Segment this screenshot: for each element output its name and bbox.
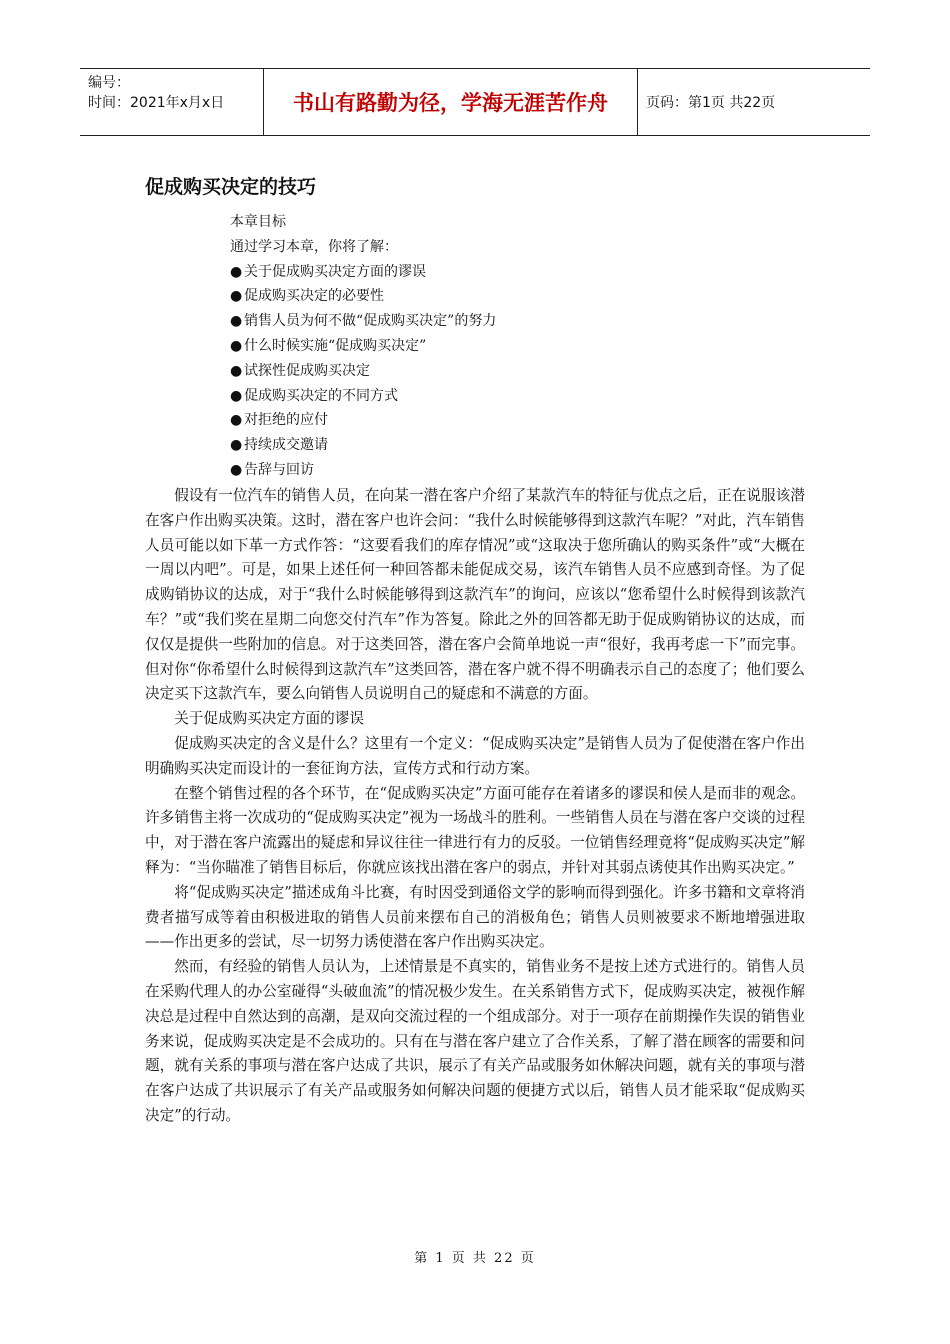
body-paragraph: 假设有一位汽车的销售人员，在向某一潜在客户介绍了某款汽车的特征与优点之后，正在说服该潜在客户作出购买决策。这时，潜在客户也许会问：“我什么时候能够得到这款汽车呢？”对此，汽车销售人员可能以如下革一方式作答：“这要看我们的库存情况”或“这取决于您所确认的购买条件”或“大概在一周以内吧”。可是，如果上述任何一种回答都未能促成交易，该汽车销售人员不应感到奇怪。为了促成购销协议的达成，对于“我什么时候能够得到这款汽车”的询问，应该以“您希望什么时候得到该款汽车？”或“我们奖在星期二向您交付汽车”作为答复。除此之外的回答都无助于促成购销协议的达成，而仅仅是提供一些附加的信息。对于这类回答，潜在客户会简单地说一声“很好，我再考虑一下”而完事。但对你“你希望什么时候得到这款汽车”这类回答，潜在客户就不得不明确表示自己的态度了；他们要么决定买下这款汽车，要么向销售人员说明自己的疑虑和不满意的方面。 [145,487,805,703]
bullet-icon: ● [230,461,243,478]
body-paragraph: 将“促成购买决定”描述成角斗比赛，有时因受到通俗文学的影响而得到强化。许多书籍和文章将消费者描写成等着由积极进取的销售人员前来摆布自己的消极角色；销售人员则被要求不断地增强进取——作出更多的尝试，尽一切努力诱使潜在客户作出购买决定。 [145,883,805,951]
objective-item: ● 什么时候实施“促成购买决定” [230,334,790,359]
bullet-icon: ● [230,387,243,404]
document-title: 促成购买决定的技巧 [145,176,317,198]
objective-item: ● 持续成交邀请 [230,433,790,458]
body-paragraph: 在整个销售过程的各个环节，在“促成购买决定”方面可能存在着诸多的谬误和侯人是而非的观念。许多销售主将一次成功的“促成购买决定”视为一场战斗的胜利。一些销售人员在与潜在客户交谈的过程中，对于潜在客户流露出的疑虑和异议往往一律进行有力的反驳。一位销售经理竟将“促成购买决定”解释为：“当你瞄准了销售目标后，你就应该找出潜在客户的弱点，并针对其弱点诱使其作出购买决定。” [145,784,805,876]
page-footer: 第 1 页 共 22 页 [414,1251,536,1266]
bullet-icon: ● [230,337,243,354]
header-meta [80,69,264,135]
objective-item: ● 销售人员为何不做“促成购买决定”的努力 [230,309,790,334]
objective-item: ● 告辞与回访 [230,458,790,483]
header-time-label: 时间：2021年x月x日 [88,95,225,111]
bullet-icon: ● [230,288,243,305]
objectives-intro: 通过学习本章，你将了解： [230,238,398,255]
body-paragraph: 促成购买决定的含义是什么？这里有一个定义：“促成购买决定”是销售人员为了促使潜在客户作出明确购买决定而设计的一套征询方法，宣传方式和行动方案。 [145,734,805,777]
document-body [145,484,805,1129]
objective-item: ● 关于促成购买决定方面的谬误 [230,260,790,285]
page-header [80,68,870,136]
bullet-icon: ● [230,263,243,280]
objective-item: ● 促成购买决定的必要性 [230,284,790,309]
objective-item: ● 促成购买决定的不同方式 [230,384,790,409]
bullet-icon: ● [230,362,243,379]
section-heading: 关于促成购买决定方面的谬误 [174,710,364,728]
bullet-icon: ● [230,313,243,330]
header-page-info: 页码：第1页 共22页 [646,95,776,111]
objectives-heading: 本章目标 [230,214,286,230]
header-number-label: 编号： [88,75,130,91]
objective-item: ● 试探性促成购买决定 [230,359,790,384]
header-motto: 书山有路勤为径，学海无涯苦作舟 [264,69,638,135]
bullet-icon: ● [230,412,243,429]
objective-item: ● 对拒绝的应付 [230,408,790,433]
bullet-icon: ● [230,437,243,454]
body-paragraph: 然而，有经验的销售人员认为，上述情景是不真实的，销售业务不是按上述方式进行的。销售人员在采购代理人的办公室碰得“头破血流”的情况极少发生。在关系销售方式下，促成购买决定，被视作解决总是过程中自然达到的高潮，是双向交流过程的一个组成部分。对于一项存在前期操作失误的销售业务来说，促成购买决定是不会成功的。只有在与潜在客户建立了合作关系，了解了潜在顾客的需要和问题，就有关系的事项与潜在客户达成了共识，展示了有关产品或服务如休解决问题，就有关的事项与潜在客户达成了共识展示了有关产品或服务如何解决问题的便捷方式以后，销售人员才能采取“促成购买决定”的行动。 [145,958,805,1124]
chapter-objectives [230,210,790,483]
